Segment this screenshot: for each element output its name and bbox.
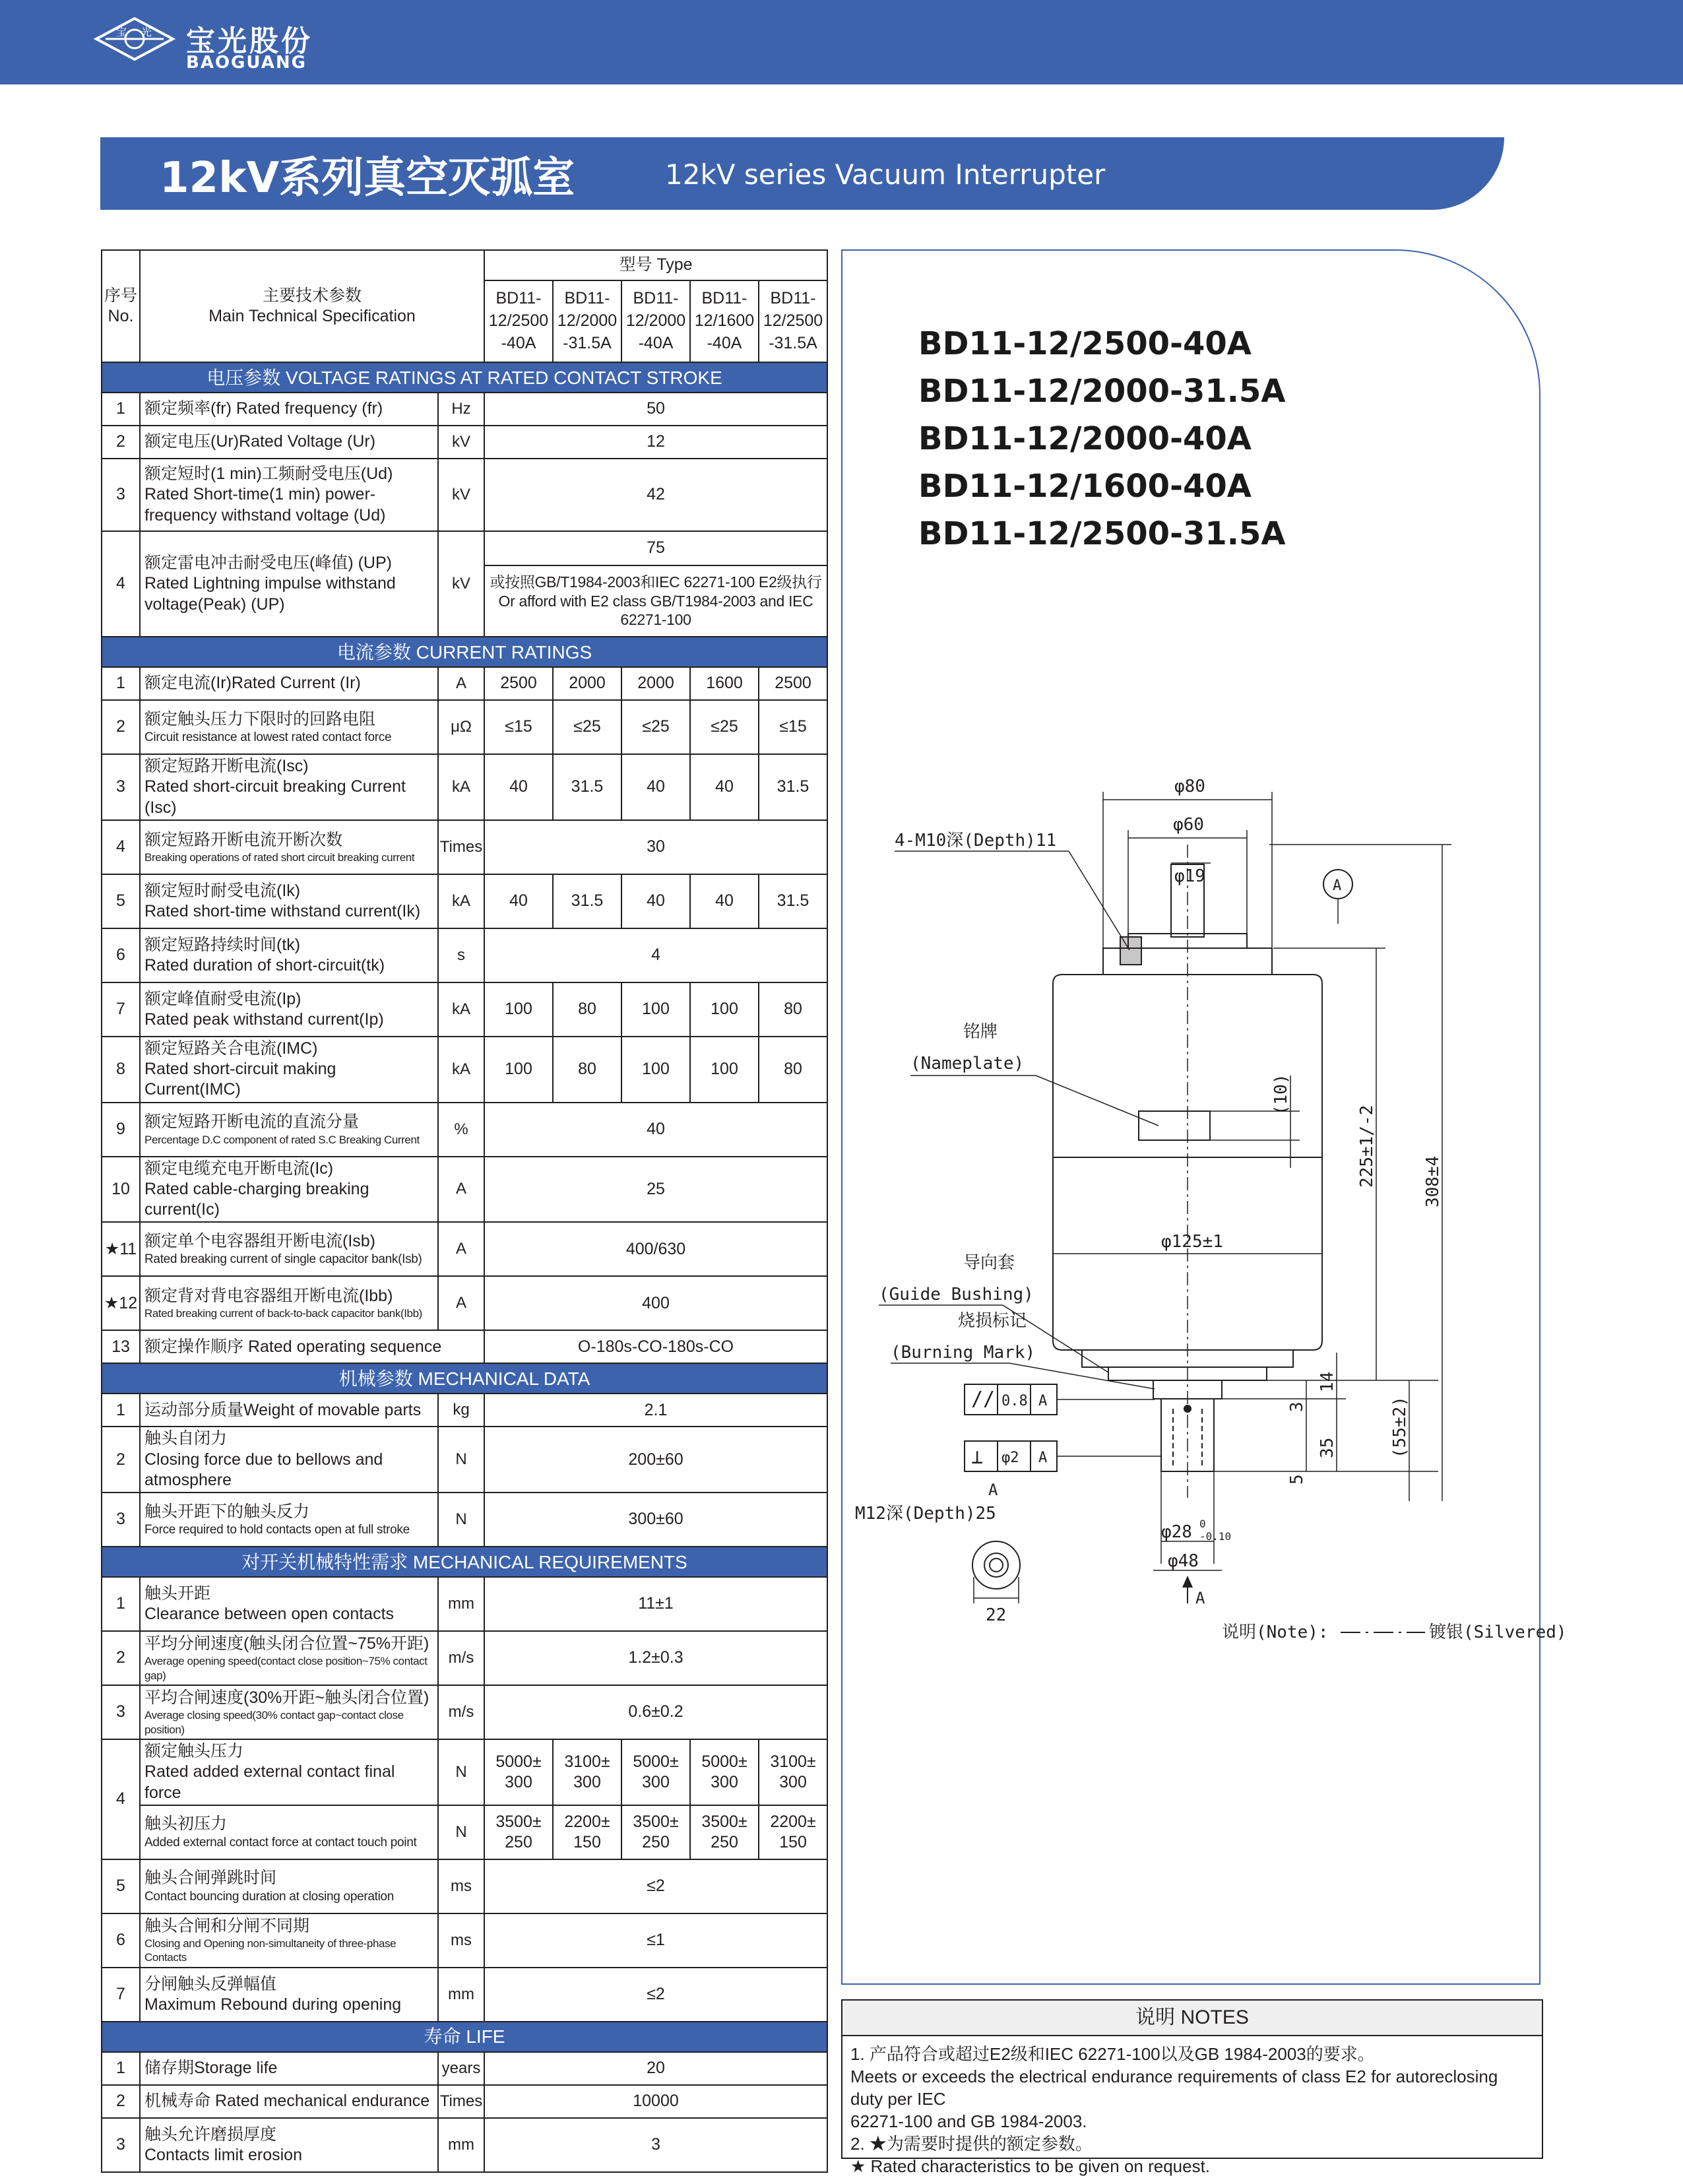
row-value: 11±1	[484, 1577, 827, 1631]
row-value: 40	[690, 874, 759, 928]
row-value: 40	[690, 754, 759, 820]
row-value: 100	[484, 1037, 553, 1103]
nameplate-label-en: (Nameplate)	[910, 1054, 1025, 1074]
row-value: 2200± 150	[553, 1805, 621, 1859]
row-value: 300±60	[484, 1493, 827, 1547]
row-no: 6	[102, 928, 140, 982]
note-line: Meets or exceeds the electrical endurance requirements of class E2 for autoreclosing duty per IEC	[850, 2067, 1498, 2109]
perp-tol: φ2	[1001, 1450, 1019, 1466]
svg-text:宝: 宝	[116, 26, 127, 38]
table-row	[102, 1157, 827, 1223]
dim-35: 35	[1318, 1437, 1337, 1458]
row-unit: A	[438, 667, 484, 700]
row-no: 1	[102, 667, 140, 700]
row-value: 31.5	[553, 754, 621, 820]
thread-section-outer	[972, 1541, 1020, 1589]
row-unit: kg	[438, 1394, 484, 1427]
dim-dia19: φ19	[1174, 866, 1205, 886]
model-item: BD11-12/1600-40A	[918, 468, 1252, 505]
dim-dia48: φ48	[1168, 1551, 1199, 1571]
row-value: 10000	[484, 2085, 827, 2118]
row-spec: 额定雷电冲击耐受电压(峰值) (UP) Rated Lightning impulse withstand voltage(Peak) (UP)	[140, 531, 438, 637]
row-spec: 额定触头压力下限时的回路电阻 Circuit resistance at lowest rated contact force	[140, 700, 438, 754]
row-value: 20	[484, 2052, 827, 2085]
table-row	[102, 1493, 827, 1547]
row-no: 3	[102, 1685, 140, 1739]
row-unit: kV	[438, 459, 484, 531]
row-value: 31.5	[759, 874, 827, 928]
row-value: 5000± 300	[690, 1739, 759, 1805]
row-value: 1600	[690, 667, 759, 700]
row-unit: ms	[438, 1859, 484, 1913]
dim-3: 3	[1287, 1401, 1307, 1412]
table-row	[102, 1631, 827, 1685]
thread-bottom-label: M12深(Depth)25	[855, 1504, 996, 1524]
table-row	[102, 1222, 827, 1276]
table-row	[102, 1427, 827, 1493]
row-value: 42	[484, 459, 827, 531]
row-spec: 额定单个电容器组开断电流(Isb) Rated breaking current of single capacitor bank(Isb)	[140, 1222, 438, 1276]
row-spec: 触头开距下的触头反力 Force required to hold contacts open at full stroke	[140, 1493, 438, 1547]
parallel-ref: A	[1038, 1393, 1048, 1409]
row-spec: 平均分闸速度(触头闭合位置~75%开距) Average opening speed(contact close position~75% contact gap)	[140, 1631, 438, 1685]
row-value: 3500± 250	[484, 1805, 553, 1859]
row-no: 3	[102, 459, 140, 531]
row-value: 100	[621, 1037, 690, 1103]
row-unit: mm	[438, 1577, 484, 1631]
nameplate-rect	[1139, 1111, 1210, 1140]
row-spec: 触头自闭力 Closing force due to bellows and atmosphere	[140, 1427, 438, 1493]
row-no: 3	[102, 2118, 140, 2172]
row-no: 4	[102, 820, 140, 874]
notes-header: 说明 NOTES	[842, 2001, 1542, 2036]
row-spec: 触头合闸弹跳时间 Contact bouncing duration at closing operation	[140, 1859, 438, 1913]
note-line: 2. ★为需要时提供的额定参数。	[850, 2134, 1093, 2154]
table-row	[102, 2085, 827, 2118]
table-row	[102, 459, 827, 531]
dim-dia125: φ125±1	[1161, 1232, 1223, 1252]
perpendicularity-icon: ⊥	[971, 1446, 984, 1469]
header-model: BD11- 12/2000 -31.5A	[553, 280, 621, 362]
row-spec: 额定短路关合电流(IMC) Rated short-circuit making Current(IMC)	[140, 1037, 438, 1103]
row-unit: kV	[438, 531, 484, 637]
section-life: 寿命 LIFE	[102, 2022, 827, 2052]
row-unit: mm	[438, 2118, 484, 2172]
row-value: 4	[484, 928, 827, 982]
row-value-note: 或按照GB/T1984-2003和IEC 62271-100 E2级执行 Or afford with E2 class GB/T1984-2003 and IEC 62271-100	[484, 565, 827, 637]
header-type: 型号 Type	[484, 250, 827, 280]
row-no: ★11	[102, 1222, 140, 1276]
row-spec: 触头初压力 Added external contact force at contact touch point	[140, 1805, 438, 1859]
row-unit: Times	[438, 820, 484, 874]
nameplate-label-cn: 铭牌	[963, 1022, 998, 1042]
row-spec: 额定电缆充电开断电流(Ic) Rated cable-charging breaking current(Ic)	[140, 1157, 438, 1223]
burn-label-en: (Burning Mark)	[891, 1343, 1036, 1363]
row-value: 75	[484, 531, 827, 565]
row-value: 200±60	[484, 1427, 827, 1493]
row-no: 5	[102, 874, 140, 928]
row-value: 100	[484, 982, 553, 1037]
section-voltage: 电压参数 VOLTAGE RATINGS AT RATED CONTACT STROKE	[102, 362, 827, 393]
row-value: 80	[759, 982, 827, 1037]
thread-section-inner	[984, 1553, 1008, 1577]
table-row	[102, 1968, 827, 2022]
table-row	[102, 1859, 827, 1913]
row-unit: kA	[438, 874, 484, 928]
dim-308: 308±4	[1423, 1155, 1443, 1207]
row-no: 2	[102, 1631, 140, 1685]
row-value: 3500± 250	[621, 1805, 690, 1859]
row-unit: kV	[438, 426, 484, 459]
row-value: 31.5	[759, 754, 827, 820]
row-unit: years	[438, 2052, 484, 2085]
row-value: O-180s-CO-180s-CO	[484, 1330, 827, 1363]
row-value: 100	[690, 982, 759, 1037]
note-label: 说明(Note):	[1222, 1622, 1329, 1642]
row-no: 2	[102, 1427, 140, 1493]
row-value: 5000± 300	[484, 1739, 553, 1805]
row-unit: m/s	[438, 1631, 484, 1685]
row-spec: 触头合闸和分闸不同期 Closing and Opening non-simultaneity of three-phase Contacts	[140, 1913, 438, 1968]
dim-225: 225±1/-2	[1357, 1105, 1377, 1188]
row-value: ≤2	[484, 1968, 827, 2022]
row-unit: N	[438, 1805, 484, 1859]
row-spec: 额定短时(1 min)工频耐受电压(Ud) Rated Short-time(1 min) power- frequency withstand voltage (Ud)	[140, 459, 438, 531]
row-unit: s	[438, 928, 484, 982]
row-value: ≤25	[553, 700, 621, 754]
section-current: 电流参数 CURRENT RATINGS	[102, 637, 827, 667]
row-spec: 额定短路持续时间(tk) Rated duration of short-circuit(tk)	[140, 928, 438, 982]
guide-label-cn: 导向套	[963, 1253, 1015, 1273]
model-item: BD11-12/2000-40A	[918, 420, 1252, 457]
brand-name-en: BAOGUANG	[186, 53, 307, 73]
row-spec: 储存期Storage life	[140, 2052, 438, 2085]
row-no: 4	[102, 531, 140, 637]
row-value: 12	[484, 426, 827, 459]
header-model: BD11- 12/2000 -40A	[621, 280, 690, 362]
row-no: 1	[102, 393, 140, 426]
brand-logo	[94, 12, 331, 73]
page-title-cn: 12kV系列真空灭弧室	[160, 154, 575, 203]
row-unit: A	[438, 1157, 484, 1223]
parallelism-icon: //	[971, 1388, 996, 1411]
page-title-en: 12kV series Vacuum Interrupter	[665, 158, 1106, 191]
row-no: 2	[102, 2085, 140, 2118]
row-unit: kA	[438, 982, 484, 1037]
row-spec: 额定短路开断电流(Isc) Rated short-circuit breaking Current (Isc)	[140, 754, 438, 820]
row-unit: N	[438, 1739, 484, 1805]
dim-10: (10)	[1271, 1074, 1291, 1115]
row-value: 80	[553, 1037, 621, 1103]
header-model: BD11- 12/2500 -40A	[484, 280, 553, 362]
table-row	[102, 1577, 827, 1631]
row-value: 3100± 300	[553, 1739, 621, 1805]
row-no: 5	[102, 1859, 140, 1913]
row-spec: 额定背对背电容器组开断电流(Ibb) Rated breaking current of back-to-back capacitor bank(Ibb)	[140, 1276, 438, 1330]
row-unit: A	[438, 1222, 484, 1276]
row-value: 40	[484, 754, 553, 820]
row-value: 100	[690, 1037, 759, 1103]
table-row	[102, 1394, 827, 1427]
row-value: 400/630	[484, 1222, 827, 1276]
header-no: 序号 No.	[102, 250, 140, 362]
table-row	[102, 531, 827, 565]
row-unit: ms	[438, 1913, 484, 1968]
row-no: 13	[102, 1330, 140, 1363]
row-value: 31.5	[553, 874, 621, 928]
title-banner	[100, 137, 1504, 210]
table-row	[102, 1037, 827, 1103]
row-value: ≤25	[690, 700, 759, 754]
row-value: 2.1	[484, 1394, 827, 1427]
row-value: 3	[484, 2118, 827, 2172]
row-value: 5000± 300	[621, 1739, 690, 1805]
dim-22: 22	[986, 1605, 1007, 1625]
baoguang-logo-icon	[94, 16, 175, 62]
dim-dia80: φ80	[1174, 777, 1205, 796]
row-no: 8	[102, 1037, 140, 1103]
table-row	[102, 700, 827, 754]
row-unit: Times	[438, 2085, 484, 2118]
parallel-tol: 0.8	[1001, 1393, 1028, 1409]
dim-dia28-tol-top: 0	[1199, 1518, 1206, 1530]
row-no: 2	[102, 426, 140, 459]
row-spec: 额定频率(fr) Rated frequency (fr)	[140, 393, 438, 426]
top-banner	[0, 0, 1683, 84]
row-spec: 额定短时耐受电流(Ik) Rated short-time withstand current(Ik)	[140, 874, 438, 928]
table-row	[102, 2052, 827, 2085]
row-value: 25	[484, 1157, 827, 1223]
note-line: 62271-100 and GB 1984-2003.	[850, 2111, 1087, 2131]
silvered-label: 镀银(Silvered)	[1429, 1622, 1567, 1642]
row-value: ≤15	[484, 700, 553, 754]
thread-top-label: 4-M10深(Depth)11	[895, 831, 1057, 851]
spec-table	[101, 249, 828, 2173]
dim-dia28-tol-bottom: -0.10	[1199, 1530, 1232, 1543]
brand-name-cn: 宝光股份	[186, 24, 313, 58]
row-value: 400	[484, 1276, 827, 1330]
row-value: ≤25	[621, 700, 690, 754]
row-unit: kA	[438, 1037, 484, 1103]
table-row	[102, 820, 827, 874]
row-value: 40	[484, 874, 553, 928]
table-row	[102, 1276, 827, 1330]
header-spec: 主要技术参数 Main Technical Specification	[140, 250, 484, 362]
row-value: 50	[484, 393, 827, 426]
section-a-label: A	[988, 1481, 998, 1499]
row-value: 80	[553, 982, 621, 1037]
row-value: 40	[621, 754, 690, 820]
row-unit: N	[438, 1493, 484, 1547]
svg-text:光: 光	[141, 26, 152, 38]
row-value: 0.6±0.2	[484, 1685, 827, 1739]
row-spec: 分闸触头反弹幅值 Maximum Rebound during opening	[140, 1968, 438, 2022]
row-spec: 额定操作顺序 Rated operating sequence	[140, 1330, 484, 1363]
table-row	[102, 928, 827, 982]
row-value: 2500	[484, 667, 553, 700]
row-unit: %	[438, 1103, 484, 1157]
model-item: BD11-12/2500-31.5A	[918, 515, 1286, 552]
row-no: ★12	[102, 1276, 140, 1330]
row-spec: 运动部分质量Weight of movable parts	[140, 1394, 438, 1427]
model-item: BD11-12/2000-31.5A	[918, 373, 1286, 410]
row-no: 7	[102, 982, 140, 1037]
table-row	[102, 1103, 827, 1157]
row-value: 2500	[759, 667, 827, 700]
row-value: 3100± 300	[759, 1739, 827, 1805]
header-model: BD11- 12/1600 -40A	[690, 280, 759, 362]
row-spec: 触头允许磨损厚度 Contacts limit erosion	[140, 2118, 438, 2172]
row-value: ≤2	[484, 1859, 827, 1913]
row-spec: 机械寿命 Rated mechanical endurance	[140, 2085, 438, 2118]
row-unit: m/s	[438, 1685, 484, 1739]
row-no: 6	[102, 1913, 140, 1968]
row-no: 1	[102, 2052, 140, 2085]
section-a-bottom: A	[1195, 1589, 1205, 1607]
row-unit: kA	[438, 754, 484, 820]
row-spec: 额定短路开断电流的直流分量 Percentage D.C component of rated S.C Breaking Current	[140, 1103, 438, 1157]
row-value: 40	[484, 1103, 827, 1157]
row-value: 2000	[621, 667, 690, 700]
section-mechanical: 机械参数 MECHANICAL DATA	[102, 1363, 827, 1394]
table-row	[102, 1739, 827, 1805]
thread-section-core	[990, 1558, 1003, 1572]
note-line: 1. 产品符合或超过E2级和IEC 62271-100以及GB 1984-2003的要求。	[850, 2044, 1375, 2064]
row-no: 1	[102, 1394, 140, 1427]
table-row	[102, 667, 827, 700]
table-row	[102, 1805, 827, 1859]
dim-dia60: φ60	[1173, 815, 1204, 835]
model-list	[918, 320, 1286, 558]
table-row	[102, 1685, 827, 1739]
row-unit: mm	[438, 1968, 484, 2022]
dim-5: 5	[1287, 1474, 1307, 1485]
row-value: 1.2±0.3	[484, 1631, 827, 1685]
burn-label-cn: 烧损标记	[958, 1311, 1027, 1331]
row-value: ≤1	[484, 1913, 827, 1968]
row-no: 3	[102, 1493, 140, 1547]
row-unit: μΩ	[438, 700, 484, 754]
row-spec: 平均合闸速度(30%开距~触头闭合位置) Average closing speed(30% contact gap~contact close position)	[140, 1685, 438, 1739]
row-value: 2200± 150	[759, 1805, 827, 1859]
notes-panel	[841, 1999, 1543, 2176]
dim-dia28: φ28	[1161, 1522, 1192, 1542]
interrupter-drawing	[844, 759, 1567, 1642]
note-line: ★ Rated characteristics to be given on request.	[850, 2156, 1211, 2176]
row-unit: A	[438, 1276, 484, 1330]
table-row	[102, 874, 827, 928]
table-row	[102, 1913, 827, 1968]
row-value: 2000	[553, 667, 621, 700]
row-no: 7	[102, 1968, 140, 2022]
guide-label-en: (Guide Bushing)	[879, 1285, 1034, 1304]
row-no: 2	[102, 700, 140, 754]
row-value: 3500± 250	[690, 1805, 759, 1859]
row-no: 9	[102, 1103, 140, 1157]
table-row	[102, 393, 827, 426]
section-requirements: 对开关机械特性需求 MECHANICAL REQUIREMENTS	[102, 1547, 827, 1577]
table-row	[102, 982, 827, 1037]
datum-a-label: A	[1333, 878, 1342, 894]
table-row	[102, 426, 827, 459]
row-spec: 额定触头压力 Rated added external contact final force	[140, 1739, 438, 1805]
row-unit: Hz	[438, 393, 484, 426]
table-row	[102, 754, 827, 820]
row-value: 40	[621, 874, 690, 928]
table-row	[102, 2118, 827, 2172]
header-model: BD11- 12/2500 -31.5A	[759, 280, 827, 362]
row-value: 30	[484, 820, 827, 874]
row-no: 10	[102, 1157, 140, 1223]
row-value: ≤15	[759, 700, 827, 754]
row-no: 1	[102, 1577, 140, 1631]
row-spec: 额定电流(Ir)Rated Current (Ir)	[140, 667, 438, 700]
row-unit: N	[438, 1427, 484, 1493]
row-value: 80	[759, 1037, 827, 1103]
perp-ref: A	[1038, 1450, 1048, 1466]
row-spec: 额定电压(Ur)Rated Voltage (Ur)	[140, 426, 438, 459]
table-row	[102, 1330, 827, 1363]
dim-14: 14	[1318, 1371, 1337, 1392]
row-value: 100	[621, 982, 690, 1037]
row-no: 3	[102, 754, 140, 820]
row-spec: 额定峰值耐受电流(Ip) Rated peak withstand current(Ip)	[140, 982, 438, 1037]
row-no: 4	[102, 1739, 140, 1859]
dim-55: (55±2)	[1390, 1396, 1410, 1458]
row-spec: 触头开距 Clearance between open contacts	[140, 1577, 438, 1631]
row-spec: 额定短路开断电流开断次数 Breaking operations of rated short circuit breaking current	[140, 820, 438, 874]
model-item: BD11-12/2500-40A	[918, 325, 1252, 362]
